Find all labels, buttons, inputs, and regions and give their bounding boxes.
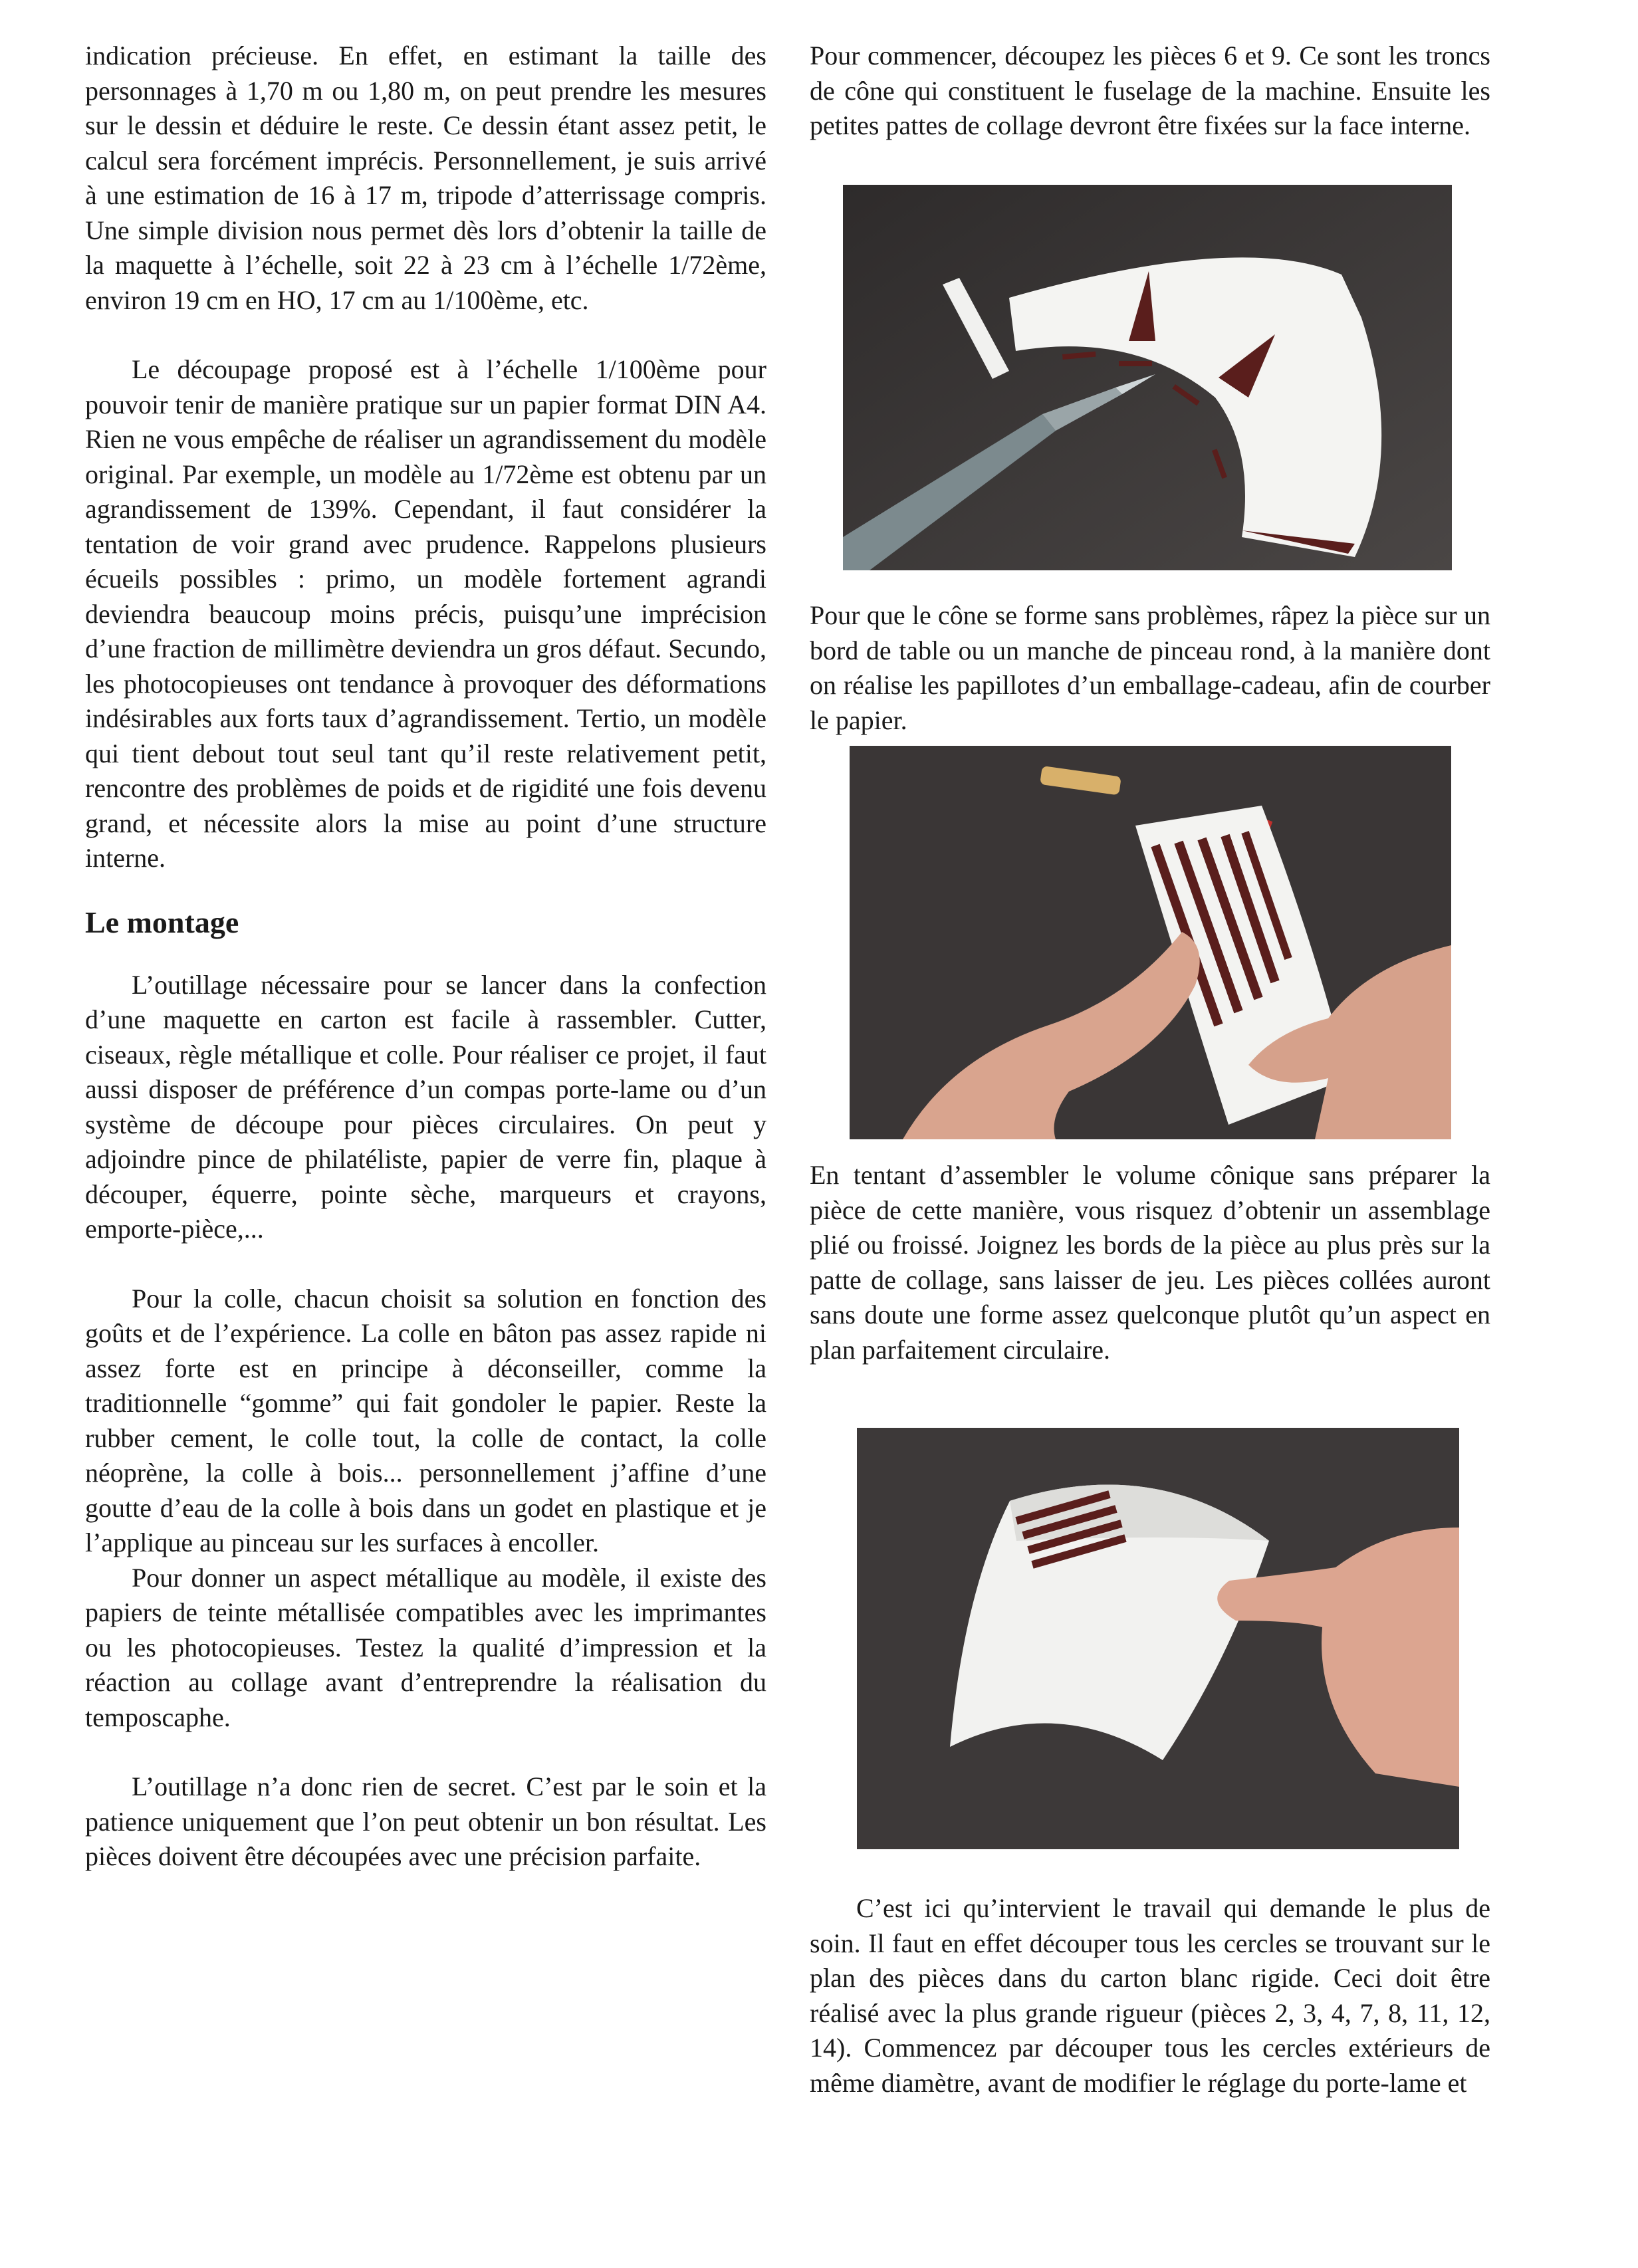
paragraph: indication précieuse. En effet, en estimant la taille des personnages à 1,70 m ou 1,80 m, on peut prendre les mesures sur le dessin et déduire le reste. Ce dessin étant assez petit, le calcul sera forcément imprécis. Personnellement, je suis arrivé à une estimation de 16 à 17 m, tripode d’atterrissage compris. Une simple division nous permet dès lors d’obtenir la taille de la maquette à l’échelle, soit 22 à 23 cm à l’échelle 1/72ème, environ 19 cm en HO, 17 cm au 1/100ème, etc. <box>85 41 766 315</box>
photo-curling-paper <box>850 746 1451 1139</box>
paragraph: Pour commencer, découpez les pièces 6 et 9. Ce sont les troncs de cône qui constituent le fuselage de la machine. Ensuite les petites pattes de collage devront être fixées sur la face interne. <box>810 41 1490 140</box>
paragraph: Pour donner un aspect métallique au modèle, il existe des papiers de teinte métallisée compatibles avec les imprimantes ou les photocopieuses. Testez la qualité d’impression et la réaction au collage avant d’entreprendre la réalisation du temposcaphe. <box>85 1562 766 1732</box>
paragraph: Pour la colle, chacun choisit sa solution en fonction des goûts et de l’expérience. La colle en bâton pas assez rapide ni assez forte est en principe à déconseiller, comme la traditionnelle “gomme” qui fait gondoler le papier. Reste la rubber cement, le colle tout, la colle de contact, la colle néoprène, la colle à bois... personnellement j’affine d’une goutte d’eau de la colle à bois dans un godet en plastique et je l’applique au pinceau sur les surfaces à encoller. <box>85 1283 766 1557</box>
right-column-block-4 <box>810 1891 1490 2100</box>
right-column-block-2 <box>810 598 1490 738</box>
paragraph: L’outillage n’a donc rien de secret. C’est par le soin et la patience uniquement que l’on peut obtenir un bon résultat. Les pièces doivent être découpées avec une précision parfaite. <box>85 1771 766 1871</box>
paragraph: L’outillage nécessaire pour se lancer dans la confection d’une maquette en carton est facile à rassembler. Cutter, ciseaux, règle métallique et colle. Pour réaliser ce projet, il faut aussi disposer de préférence d’un compas porte-lame ou d’un système de découpe pour pièces circulaires. On peut y adjoindre pince de philatéliste, papier de verre fin, plaque à découper, équerre, pointe sèche, marqueurs et crayons, emporte-pièce,... <box>85 969 766 1244</box>
photo-cut-cone-piece <box>843 185 1452 570</box>
photo-curved-cone <box>857 1428 1459 1849</box>
paragraph: Pour que le cône se forme sans problèmes, râpez la pièce sur un bord de table ou un manche de pinceau rond, à la manière dont on réalise les papillotes d’un emballage-cadeau, afin de courber le papier. <box>810 600 1490 735</box>
paragraph: Le découpage proposé est à l’échelle 1/100ème pour pouvoir tenir de manière pratique sur un papier format DIN A4. Rien ne vous empêche de réaliser un agrandissement du modèle original. Par exemple, un modèle au 1/72ème est obtenu par un agrandissement de 139%. Cependant, il faut considérer la tentation de voir grand avec prudence. Rappelons plusieurs écueils possibles : primo, un modèle fortement agrandi deviendra beaucoup moins précis, puisqu’une imprécision d’une fraction de millimètre deviendra un gros défaut. Secundo, les photocopieuses ont tendance à provoquer des déformations indésirables aux forts taux d’agrandissement. Tertio, un modèle qui tient debout tout seul tant qu’il reste relativement petit, rencontre des problèmes de poids et de rigidité une fois devenu grand, et nécessite alors la mise au point d’une structure interne. <box>85 354 766 873</box>
paragraph: En tentant d’assembler le volume cônique sans préparer la pièce de cette manière, vous risquez d’obtenir un assemblage plié ou froissé. Joignez les bords de la pièce au plus près sur la patte de collage, sans laisser de jeu. Les pièces collées auront sans doute une forme assez quelconque plutôt qu’un aspect en plan parfaitement circulaire. <box>810 1160 1490 1365</box>
right-column-block-1 <box>810 39 1490 144</box>
left-column <box>85 39 766 1874</box>
paragraph: C’est ici qu’intervient le travail qui demande le plus de soin. Il faut en effet découper tous les cercles se trouvant sur le plan des pièces dans du carton blanc rigide. Ceci doit être réalisé avec la plus grande rigueur (pièces 2, 3, 4, 7, 8, 11, 12, 14). Commencez par découper tous les cercles extérieurs de même diamètre, avant de modifier le réglage du porte-lame et <box>810 1893 1490 2098</box>
section-heading: Le montage <box>85 905 239 939</box>
right-column-block-3 <box>810 1158 1490 1367</box>
